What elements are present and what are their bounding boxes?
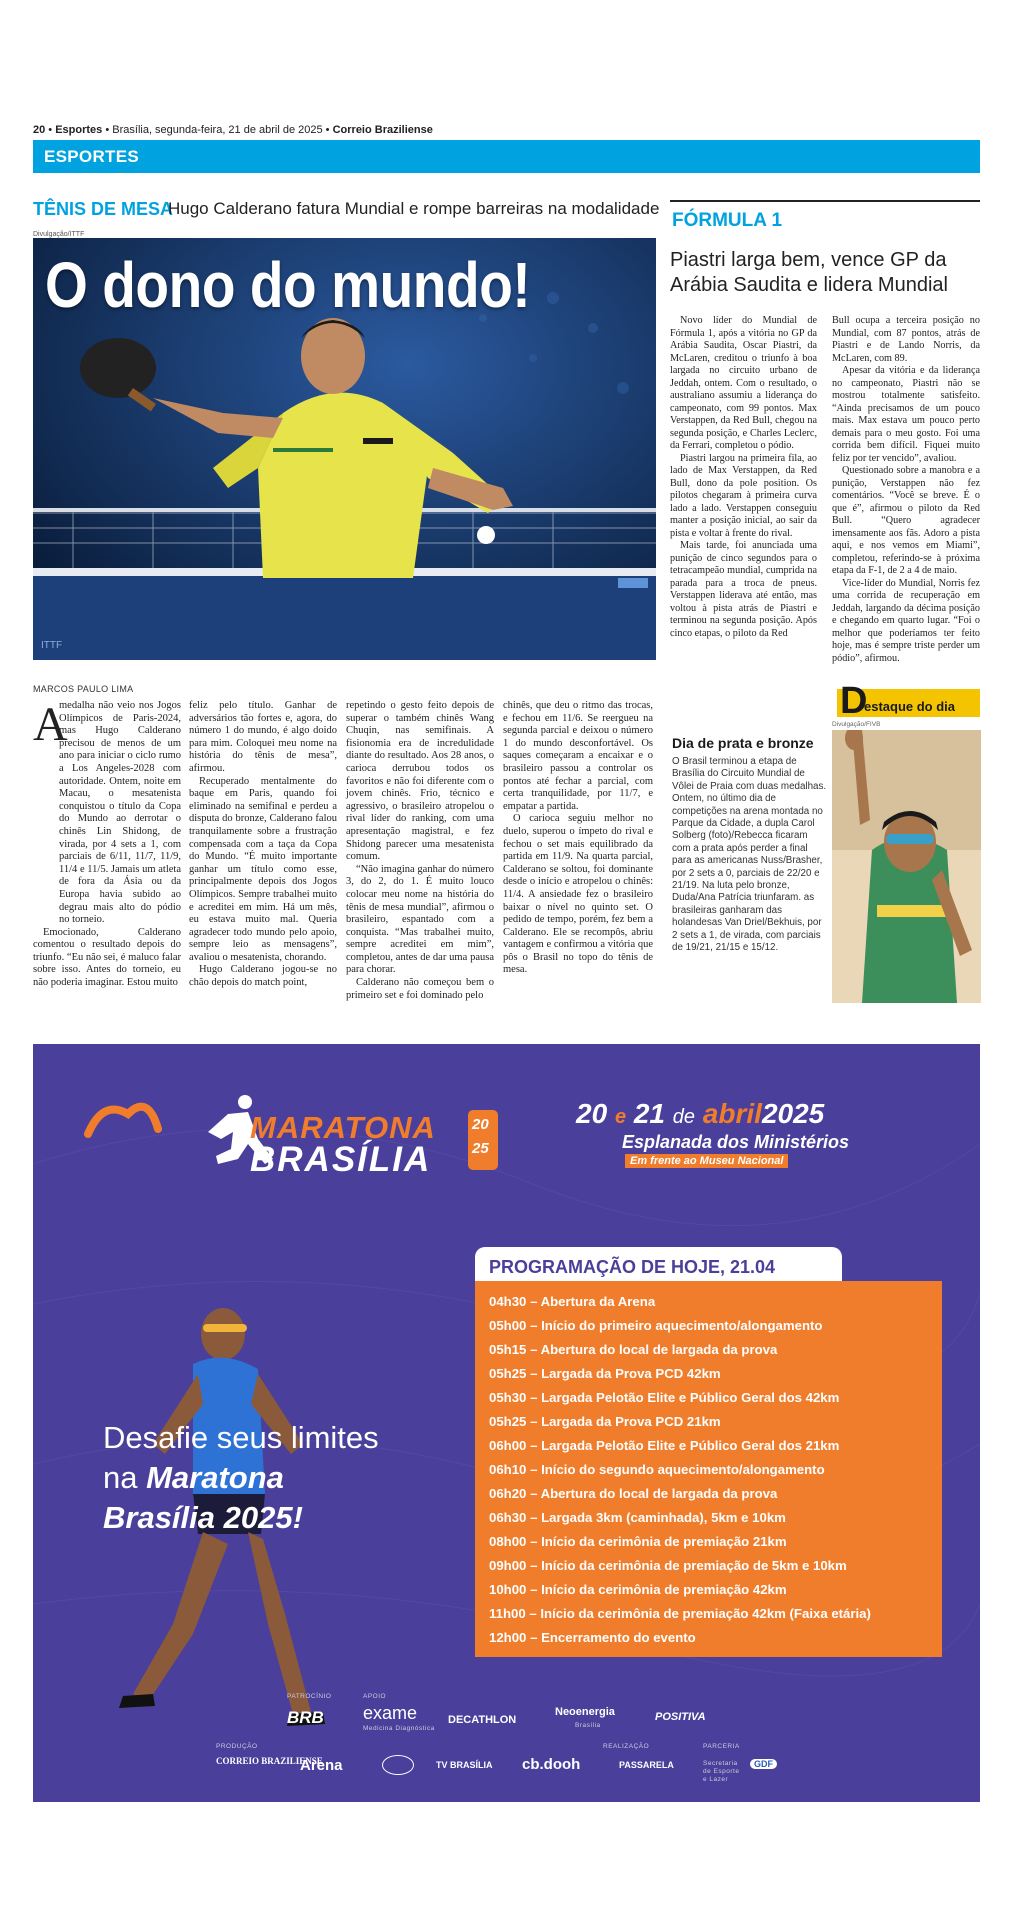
f1-paragraph: Bull ocupa a terceira posição no Mundial, com 87 pontos, atrás de Piastri e de Lando Norris, da McLaren, com 89. xyxy=(832,315,980,364)
destaque-credit: Divulgação/FIVB xyxy=(832,721,881,728)
sponsor-brb: BRB xyxy=(287,1708,324,1727)
schedule-row xyxy=(489,1482,871,1506)
tt-paragraph: Recuperado mentalmente do baque em Paris, quando foi eliminado na semifinal e perdeu a disputa do bronze, Calderano falou tranquilamente sobre a frustração compensada com a taça da Copa do Mundo. “É muito importante ganhar um título como esse, principalmente depois dos Jogos Olímpicos. Sempre trabalhei muito e acreditei em mim. Há um mês, eu estava muito mal. Queria agradecer todo mundo pelo apoio, sempre leio as mensagens”, avaliou o mesatenista, chorando. xyxy=(189,775,337,963)
schedule-time: 12h00 xyxy=(489,1630,527,1645)
tt-paragraph: “Não imagina ganhar do número 3, do 2, do 1. É muito louco colocar meu nome na história do tênis de mesa mundial”, afirmou o brasileiro, espantado com a conquista. “Mas trabalhei muito, sempre acreditei em mim”, completou, antes de dar uma pausa para chorar. xyxy=(346,863,494,976)
schedule-separator: – xyxy=(526,1486,541,1501)
schedule-separator: – xyxy=(526,1510,542,1525)
slogan-maratona: Maratona xyxy=(146,1460,284,1495)
schedule-time: 09h00 xyxy=(489,1558,527,1573)
schedule-separator: – xyxy=(526,1582,542,1597)
f1-paragraph: Mais tarde, foi anunciada uma punição de cinco segundos para o tetracampeão mundial, cumprida na parada para a troca de pneus. Verstappen liderava até então, mas voltou à pista atrás de Piastri e terminou na segunda posição. Após cinco etapas, o piloto da Red xyxy=(670,540,817,639)
schedule-time: 04h30 xyxy=(489,1294,527,1309)
program-box xyxy=(475,1281,942,1657)
schedule-event: Início da cerimônia de premiação de 5km e 10km xyxy=(541,1558,847,1573)
logo-year xyxy=(468,1110,498,1170)
sponsor-neoenergia-sub: Brasília xyxy=(575,1722,601,1729)
schedule-event: Largada 3km (caminhada), 5km e 10km xyxy=(541,1510,786,1525)
schedule-event: Início da cerimônia de premiação 42km xyxy=(541,1582,787,1597)
schedule-separator: – xyxy=(526,1390,542,1405)
logo-year-top: 20 xyxy=(472,1116,489,1133)
tt-paragraph: chinês, que deu o ritmo das trocas, e fechou em 11/6. Se reergueu na segunda parcial e deixou o número 1 do mundo desconfortável. Os saques começaram a encaixar e o brasileiro passou a controlar os pontos até fechar a parcial, com certa tranquilidade, por 11/7, e empatar a partida. xyxy=(503,700,653,812)
sponsor-positiva: POSITIVA xyxy=(655,1711,706,1723)
schedule-separator: – xyxy=(526,1534,542,1549)
program-title: PROGRAMAÇÃO DE HOJE, 21.04 xyxy=(489,1257,776,1277)
schedule-event: Início da cerimônia de premiação 21km xyxy=(541,1534,787,1549)
schedule-event: Largada da Prova PCD 21km xyxy=(541,1414,721,1429)
schedule-row xyxy=(489,1314,871,1338)
schedule-time: 05h30 xyxy=(489,1390,527,1405)
schedule-event: Largada da Prova PCD 42km xyxy=(541,1366,721,1381)
schedule-event: Início do primeiro aquecimento/alongamento xyxy=(541,1318,823,1333)
schedule-separator: – xyxy=(526,1630,542,1645)
tt-paragraph: Calderano não começou bem o primeiro set e foi dominado pelo xyxy=(346,977,494,1001)
section-bar xyxy=(33,140,980,173)
logo-brasilia: BRASÍLIA xyxy=(250,1140,432,1179)
schedule-row xyxy=(489,1386,871,1410)
schedule-row xyxy=(489,1410,871,1434)
sponsor-label-realizacao: REALIZAÇÃO xyxy=(603,1743,650,1750)
schedule-separator: – xyxy=(526,1438,542,1453)
sponsor-exame-sub: Medicina Diagnóstica xyxy=(363,1725,435,1732)
sponsor-seal-icon xyxy=(382,1755,414,1775)
schedule-separator: – xyxy=(526,1366,542,1381)
slogan-brasilia: Brasília 2025! xyxy=(103,1500,303,1535)
schedule-row xyxy=(489,1434,871,1458)
schedule-row xyxy=(489,1362,871,1386)
sponsor-label-patrocinio: PATROCÍNIO xyxy=(287,1693,332,1700)
f1-paragraph: Vice-líder do Mundial, Norris fez uma corrida de recuperação em Jeddah, largando da décima posição e chegando em quarto lugar. “Foi o melhor que poderíamos ter feito hoje, mas é sempre triste perder um pódio”, afirmou. xyxy=(832,577,980,664)
schedule-separator: – xyxy=(526,1318,542,1333)
destaque-letter: D xyxy=(840,680,868,722)
venue: Esplanada dos Ministérios xyxy=(622,1132,850,1152)
schedule-event: Início do segundo aquecimento/alongamento xyxy=(541,1462,825,1477)
venue-sub: Em frente ao Museu Nacional xyxy=(625,1154,788,1168)
schedule-row xyxy=(489,1458,871,1482)
schedule-row xyxy=(489,1506,871,1530)
tt-column-2 xyxy=(189,700,337,990)
schedule-row xyxy=(489,1602,871,1626)
destaque-title: Dia de prata e bronze xyxy=(672,735,814,751)
folio-section: Esportes xyxy=(55,124,103,136)
sponsor-cbdooh: cb.dooh xyxy=(522,1756,581,1773)
destaque-text: O Brasil terminou a etapa de Brasília do Circuito Mundial de Vôlei de Praia com duas medalhas. Ontem, no último dia de competições na arena montada no Parque da Cidade, a dupla Carol Solberg (foto)/Rebecca ficaram com a prata após perder a final para as americanas Nuss/Brasher, por 2 sets a 0, parciais de 22/20 e 21/19. Na luta pelo bronze, Duda/Ana Patrícia triunfaram. as brasileiras ganharam das holandesas Van Driel/Bekhuis, por 2 sets a 1, de virada, com parciais de 19/21, 21/15 e 15/12. xyxy=(672,756,827,954)
schedule-separator: – xyxy=(526,1462,542,1477)
date-e: e xyxy=(614,1106,627,1128)
logo-maratona: MARATONA xyxy=(250,1110,436,1145)
svg-text:ITTF: ITTF xyxy=(41,640,63,651)
f1-rule xyxy=(670,200,980,202)
date-day-b: 21 xyxy=(633,1098,665,1129)
sponsor-correio: CORREIO BRAZILIENSE xyxy=(216,1756,323,1766)
schedule-row xyxy=(489,1338,871,1362)
schedule-time: 10h00 xyxy=(489,1582,527,1597)
schedule-row xyxy=(489,1578,871,1602)
f1-paragraph: Questionado sobre a manobra e a punição, Verstappen não fez comentários. “Você se breve. É o que é”, afirmou o piloto da Red Bull. “Quero agradecer imensamente aos fãs. Adoro a pista aqui, e nos vemos em Miami”, completou, referindo-se à próxima etapa da F-1, de 2 a 4 de maio. xyxy=(832,465,980,576)
schedule-separator: – xyxy=(525,1606,541,1621)
schedule-event: Encerramento do evento xyxy=(541,1630,696,1645)
slogan-line-1: Desafie seus limites xyxy=(103,1420,379,1455)
schedule-list xyxy=(489,1290,871,1650)
schedule-time: 06h10 xyxy=(489,1462,527,1477)
date-de: de xyxy=(672,1106,696,1128)
logo-year-bottom: 25 xyxy=(472,1140,489,1157)
tt-column-3 xyxy=(346,700,494,1002)
tt-paragraph: Hugo Calderano jogou-se no chão depois do match point, xyxy=(189,964,337,989)
schedule-time: 06h00 xyxy=(489,1438,527,1453)
tt-paragraph: O carioca seguiu melhor no duelo, superou o ímpeto do rival e fechou o set mais equilibrado da partida em 11/9. Na quarta parcial, Calderano se soltou, foi dominante desde o início e atropelou o chinês: 11/4. A ansiedade fez o brasileiro baixar o nível no quinto set. O pedido de tempo, porém, fez bem a Calderano. Ele se recompôs, abriu vantagem e confirmou a vitória que pôs o Brasil no topo do tênis de mesa. xyxy=(503,813,653,976)
schedule-time: 11h00 xyxy=(489,1606,526,1621)
sponsor-exame: exame xyxy=(363,1703,418,1723)
sponsor-label-parceria: PARCERIA xyxy=(703,1743,740,1750)
schedule-event: Abertura da Arena xyxy=(540,1294,656,1309)
schedule-event: Abertura do local de largada da prova xyxy=(540,1486,778,1501)
page-folio: 20 • Esportes • Brasília, segunda-feira, 21 de abril de 2025 • Correio Braziliense xyxy=(33,124,433,136)
date-day-a: 20 xyxy=(576,1098,608,1129)
ad-slogan xyxy=(103,1418,379,1538)
schedule-time: 05h25 xyxy=(489,1366,527,1381)
schedule-time: 08h00 xyxy=(489,1534,527,1549)
headline: O dono do mundo! xyxy=(45,249,531,321)
schedule-separator: – xyxy=(526,1294,541,1309)
sponsor-label-apoio: APOIO xyxy=(363,1693,387,1700)
slogan-na: na xyxy=(103,1460,138,1495)
schedule-time: 06h30 xyxy=(489,1510,527,1525)
schedule-row xyxy=(489,1290,871,1314)
volleyball-illustration xyxy=(832,730,981,1003)
destaque-label: estaque do dia xyxy=(864,699,956,714)
schedule-separator: – xyxy=(526,1414,542,1429)
byline: MARCOS PAULO LIMA xyxy=(33,684,134,694)
f1-column-1 xyxy=(670,315,817,640)
schedule-event: Abertura do local de largada da prova xyxy=(540,1342,778,1357)
schedule-separator: – xyxy=(526,1558,542,1573)
schedule-time: 06h20 xyxy=(489,1486,527,1501)
tt-paragraph: repetindo o gesto feito depois de superar o também chinês Wang Chuqin, nas semifinais. A fisionomia era de incredulidade diante do resultado. Aos 28 anos, o carioca derrubou todos os favoritos e não foi diferente com o jovem chinês. Frio, técnico e agressivo, o brasileiro atropelou o rival líder do ranking, com uma apresentação magistral, e fez Shidong parecer uma mesatenista comum. xyxy=(346,700,494,863)
schedule-row xyxy=(489,1626,871,1650)
tt-subhead: Hugo Calderano fatura Mundial e rompe barreiras na modalidade xyxy=(168,199,660,218)
schedule-row xyxy=(489,1530,871,1554)
tt-column-1 xyxy=(33,700,181,990)
schedule-event: Início da cerimônia de premiação 42km (Faixa etária) xyxy=(540,1606,871,1621)
sponsor-passarela: PASSARELA xyxy=(619,1760,674,1770)
date-year: 2025 xyxy=(761,1098,825,1129)
dropcap: A xyxy=(33,698,68,751)
f1-paragraph: Piastri largou na primeira fila, ao lado de Max Verstappen, da Red Bull, dono da pole position. Os pilotos chegaram à primeira curva lado a lado. Verstappen conseguiu manter a posição inicial, ao sair da pista e voltar à frente do rival. xyxy=(670,452,817,539)
section-title: ESPORTES xyxy=(44,147,139,166)
tt-kicker: TÊNIS DE MESA xyxy=(33,199,174,219)
sponsor-tvbrasilia: TV BRASÍLIA xyxy=(436,1760,493,1770)
destaque-photo xyxy=(832,730,981,1003)
f1-title: Piastri larga bem, vence GP da Arábia Saudita e lidera Mundial xyxy=(670,249,948,296)
f1-paragraph: Novo líder do Mundial de Fórmula 1, após a vitória no GP da Arábia Saudita, Oscar Piastri, da McLaren, creditou o triunfo à boa largada no circuito urbano de Jeddah, ontem. Com o resultado, o australiano assumiu a liderança do campeonato, com 99 pontos. Max Verstappen, da Red Bull, chegou na segunda posição, e Charles Leclerc, da Ferrari, completou o pódio. xyxy=(670,315,817,451)
sponsor-neoenergia: Neoenergia xyxy=(555,1706,615,1718)
schedule-event: Largada Pelotão Elite e Público Geral dos 42km xyxy=(541,1390,840,1405)
schedule-separator: – xyxy=(526,1342,541,1357)
tt-paragraph: feliz pelo título. Ganhar de adversários tão fortes e, agora, do número 1 do mundo, é algo doido para mim. Coloquei meu nome na história do tênis de mesa”, afirmou. xyxy=(189,700,337,774)
f1-kicker: FÓRMULA 1 xyxy=(672,210,783,231)
event-date xyxy=(576,1098,824,1130)
sponsor-decathlon: DECATHLON xyxy=(448,1714,517,1726)
sponsor-label-producao: PRODUÇÃO xyxy=(216,1743,258,1750)
sponsor-arena: Arena xyxy=(300,1757,343,1774)
folio-paper: Correio Braziliense xyxy=(332,124,433,136)
date-month: abril xyxy=(702,1098,762,1129)
schedule-time: 05h00 xyxy=(489,1318,527,1333)
f1-paragraph: Apesar da vitória e da liderança no campeonato, Piastri não se mostrou totalmente satisfeito. “Ainda precisamos de um pouco mais. Max estava um pouco perto demais para o meu gosto. Foi uma corrida bem difícil. Fiquei muito feliz por ter vencido”, avaliou. xyxy=(832,365,980,464)
sponsor-gdf: GDF xyxy=(750,1759,777,1769)
sponsor-secretaria: Secretaria de Esporte e Lazer xyxy=(703,1760,740,1783)
tt-paragraph: medalha não veio nos Jogos Olímpicos de Paris-2024, mas Hugo Calderano precisou de menos de um ano para iniciar o ciclo rumo a Los Angeles-2028 com autoridade. Ontem, noite em Macau, o mesatenista conquistou o título da Copa do Mundo ao derrotar o chinês Lin Shidong, de virada, por 4 sets a 1, com parciais de 6/11, 11/7, 11/9, 11/4 e 11/5. Jamais um atleta de fora da Ásia ou da Europa havia subido ao degrau mais alto do pódio no torneio. xyxy=(59,700,181,926)
schedule-time: 05h25 xyxy=(489,1414,527,1429)
tt-column-4 xyxy=(503,700,653,977)
page-number: 20 xyxy=(33,124,46,136)
schedule-time: 05h15 xyxy=(489,1342,527,1357)
schedule-event: Largada Pelotão Elite e Público Geral dos 21km xyxy=(541,1438,840,1453)
tt-paragraph: Emocionado, Calderano comentou o resultado depois do triunfo. “Eu não sei, é maluco falar sobre isso. Antes do torneio, eu não poderia imaginar. Estou muito xyxy=(33,926,181,989)
folio-date: Brasília, segunda-feira, 21 de abril de 2025 xyxy=(112,124,323,136)
schedule-row xyxy=(489,1554,871,1578)
photo-credit: Divulgação/ITTF xyxy=(33,231,85,238)
f1-column-2 xyxy=(832,315,980,665)
